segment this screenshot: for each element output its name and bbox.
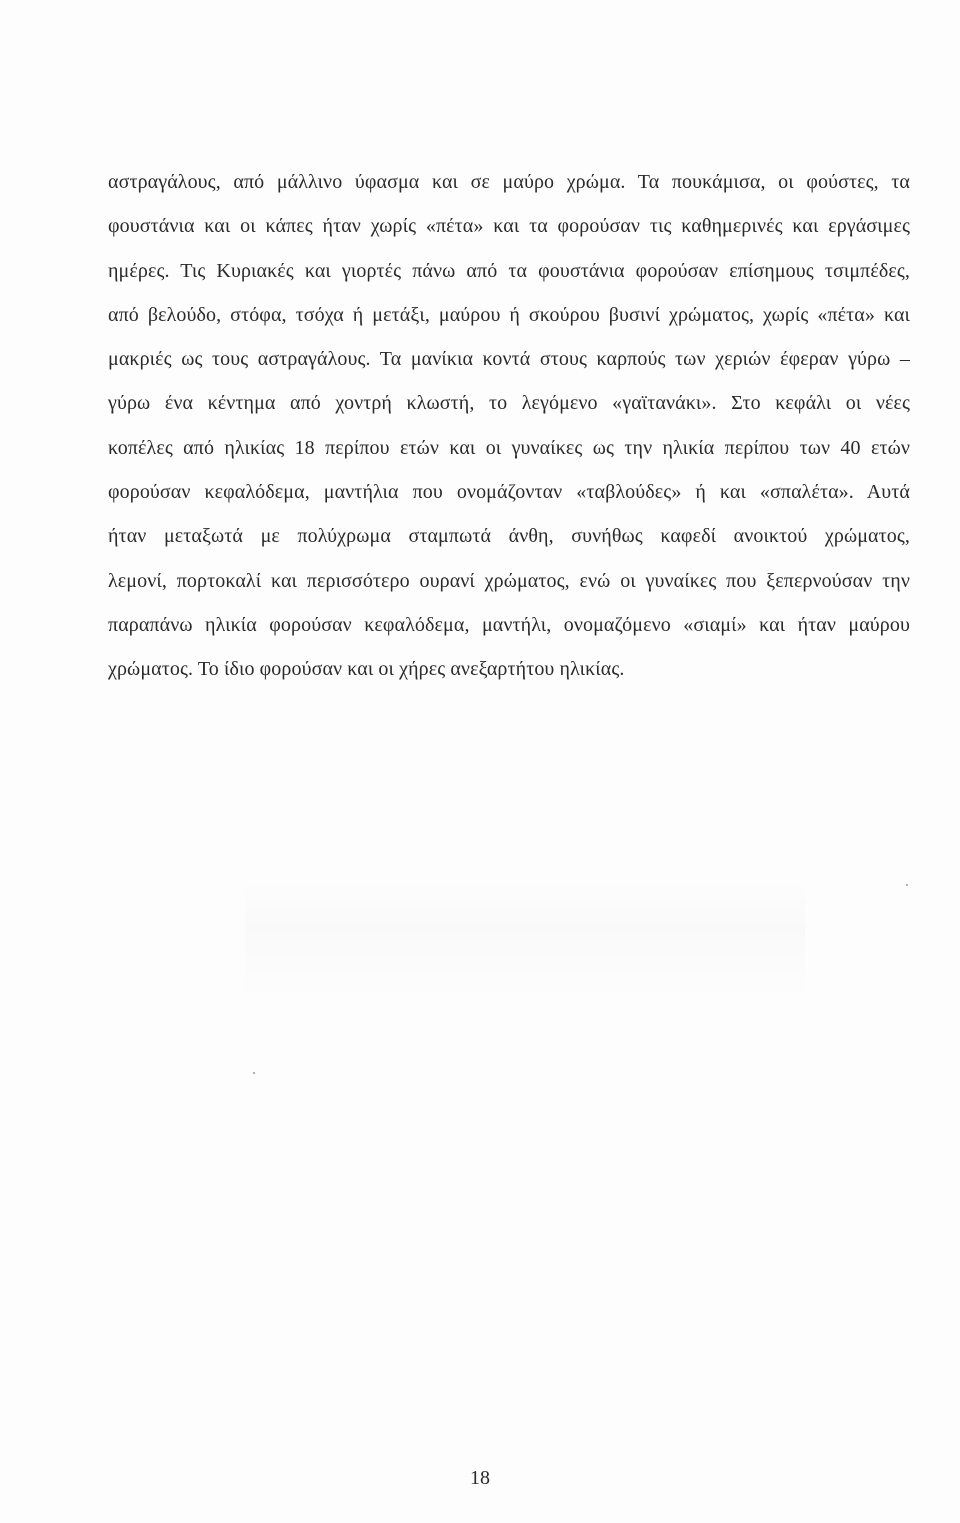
text-line-3: ημέρες. Τις Κυριακές και γιορτές πάνω από τα φουστάνια φορούσαν επίσημους τσιμπέδες, xyxy=(108,259,910,282)
text-line-4: από βελούδο, στόφα, τσόχα ή μετάξι, μαύρου ή σκούρου βυσινί χρώματος, χωρίς «πέτα» και xyxy=(108,303,910,326)
text-line-7: κοπέλες από ηλικίας 18 περίπου ετών και οι γυναίκες ως την ηλικία περίπου των 40 ετών xyxy=(108,436,910,459)
text-line-5: μακριές ως τους αστραγάλους. Τα μανίκια κοντά στους καρπούς των χεριών έφεραν γύρω – xyxy=(108,348,910,371)
scan-speck xyxy=(906,884,908,886)
scan-shading xyxy=(245,880,805,1000)
text-line-2: φουστάνια και οι κάπες ήταν χωρίς «πέτα» και τα φορούσαν τις καθημερινές και εργάσιμες xyxy=(108,215,910,238)
body-paragraph xyxy=(108,160,910,692)
text-line-1: αστραγάλους, από μάλλινο ύφασμα και σε μαύρο χρώμα. Τα πουκάμισα, οι φούστες, τα xyxy=(108,171,910,193)
text-line-12: χρώματος. Το ίδιο φορούσαν και οι χήρες ανεξαρτήτου ηλικίας. xyxy=(108,658,625,681)
text-line-11: παραπάνω ηλικία φορούσαν κεφαλόδεμα, μαντήλι, ονομαζόμενο «σιαμί» και ήταν μαύρου xyxy=(108,613,910,636)
text-line-8: φορούσαν κεφαλόδεμα, μαντήλια που ονομάζονταν «ταβλούδες» ή και «σπαλέτα». Αυτά xyxy=(108,481,910,504)
page-number: 18 xyxy=(470,1467,490,1489)
scan-speck xyxy=(253,1072,255,1074)
text-line-6: γύρω ένα κέντημα από χοντρή κλωστή, το λεγόμενο «γαϊτανάκι». Στο κεφάλι οι νέες xyxy=(108,392,910,415)
text-line-9: ήταν μεταξωτά με πολύχρωμα σταμπωτά άνθη, συνήθως καφεδί ανοικτού χρώματος, xyxy=(108,525,910,548)
text-line-10: λεμονί, πορτοκαλί και περισσότερο ουρανί χρώματος, ενώ οι γυναίκες που ξεπερνούσαν την xyxy=(108,569,910,592)
